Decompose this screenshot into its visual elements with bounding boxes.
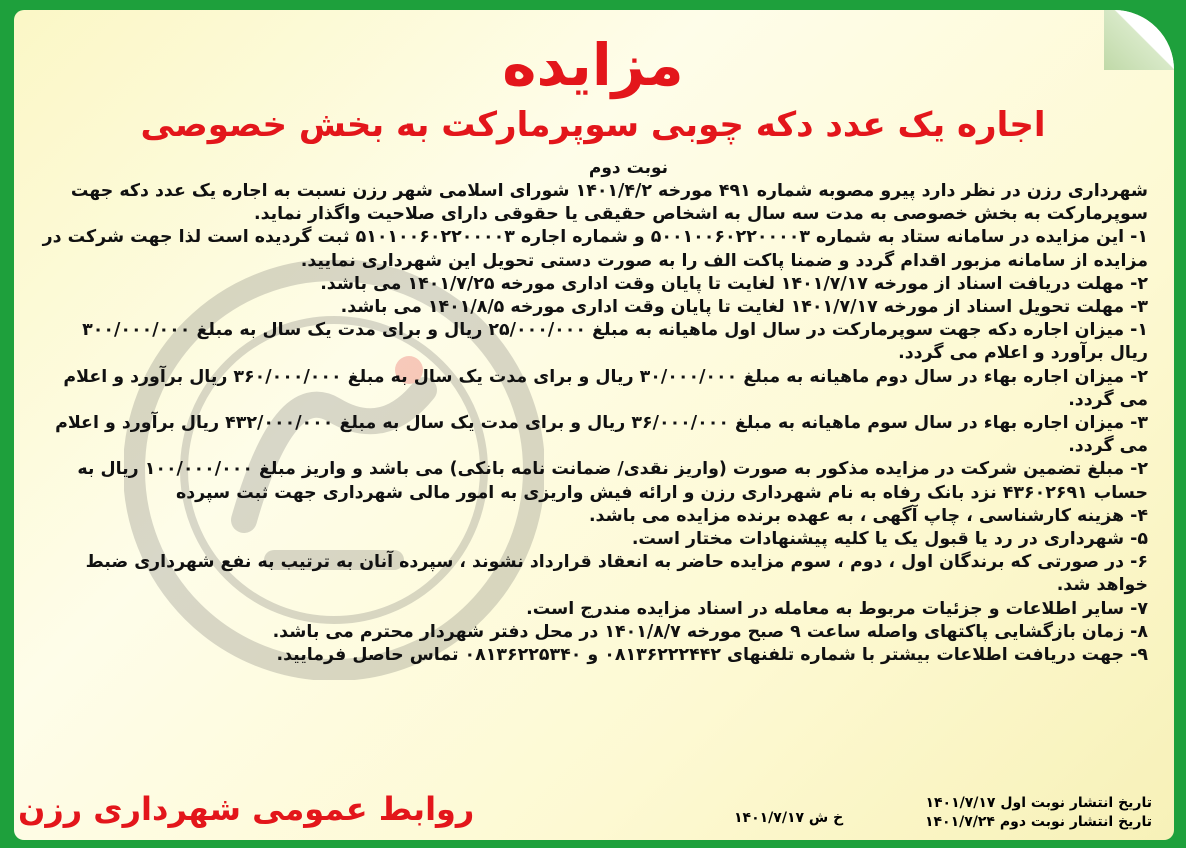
public-relations-signature: روابط عمومی شهرداری رزن bbox=[18, 790, 475, 828]
condition-item: ۱- این مزایده در سامانه ستاد به شماره ۵۰۰۱۰۰۶۰۲۲۰۰۰۰۳ و شماره اجاره ۵۱۰۱۰۰۶۰۲۲۰۰۰۰۳ ثبت گردیده است لذا جهت شرکت در مزایده از سامانه مزبور اقدام گردد و ضمنا پاکت الف را به صورت دستی تحویل این شهرداری نمایید. bbox=[42, 227, 1148, 271]
notice-code: خ ش ۱۴۰۱/۷/۱۷ bbox=[734, 810, 844, 826]
publication-round: نوبت دوم bbox=[588, 158, 668, 178]
publication-dates bbox=[925, 794, 1152, 832]
second-publication-date: تاریخ انتشار نوبت دوم ۱۴۰۱/۷/۲۴ bbox=[924, 814, 1152, 830]
condition-item: ۴- هزینه کارشناسی ، چاپ آگهی ، به عهده برنده مزایده می باشد. bbox=[588, 505, 1148, 526]
condition-item: ۶- در صورتی که برندگان اول ، دوم ، سوم مزایده حاضر به انعقاد قرارداد نشوند ، سپرده آنان به ترتیب به نفع شهرداری ضبط خواهد شد. bbox=[85, 552, 1148, 596]
intro-paragraph: شهرداری رزن در نظر دارد پیرو مصوبه شماره ۴۹۱ مورخه ۱۴۰۱/۴/۲ شورای اسلامی شهر رزن نسبت به اجاره یک عدد دکه جهت سوپرمارکت به بخش خصوصی به مدت سه سال به اشخاص حقیقی یا حقوقی دارای صلاحیت واگذار نماید. bbox=[70, 181, 1148, 225]
condition-item: ۳- میزان اجاره بهاء در سال سوم ماهیانه به مبلغ ۳۶/۰۰۰/۰۰۰ ریال و برای مدت یک سال به مبلغ ۴۳۲/۰۰۰/۰۰۰ ریال برآورد و اعلام می گردد. bbox=[55, 413, 1148, 457]
notice-footer bbox=[14, 788, 1174, 838]
condition-item: ۲- مهلت دریافت اسناد از مورخه ۱۴۰۱/۷/۱۷ لغایت تا پایان وقت اداری مورخه ۱۴۰۱/۷/۲۵ می باشد. bbox=[320, 273, 1148, 294]
condition-item: ۲- مبلغ تضمین شرکت در مزایده مذکور به صورت (واریز نقدی/ ضمانت نامه بانکی) می باشد و واریز مبلغ ۱۰۰/۰۰۰/۰۰۰ ریال به حساب ۴۳۶۰۲۶۹۱ نزد بانک رفاه به نام شهرداری رزن و ارائه فیش واریزی به امور مالی شهرداری جهت ثبت سپرده bbox=[77, 459, 1148, 503]
condition-item: ۹- جهت دریافت اطلاعات بیشتر با شماره تلفنهای ۰۸۱۳۶۲۲۲۴۴۲ و ۰۸۱۳۶۲۲۵۳۴۰ تماس حاصل فرمایید. bbox=[276, 645, 1148, 666]
condition-item: ۷- سایر اطلاعات و جزئیات مربوط به معامله در اسناد مزایده مندرج است. bbox=[526, 598, 1148, 619]
first-publication-date: تاریخ انتشار نوبت اول ۱۴۰۱/۷/۱۷ bbox=[925, 795, 1152, 811]
condition-item: ۵- شهرداری در رد یا قبول یک یا کلیه پیشنهادات مختار است. bbox=[631, 529, 1148, 550]
condition-item: ۳- مهلت تحویل اسناد از مورخه ۱۴۰۱/۷/۱۷ لغایت تا پایان وقت اداری مورخه ۱۴۰۱/۸/۵ می باشد. bbox=[340, 297, 1148, 318]
notice-title: مزایده bbox=[502, 31, 684, 99]
condition-item: ۱- میزان اجاره دکه جهت سوپرمارکت در سال اول ماهیانه به مبلغ ۲۵/۰۰۰/۰۰۰ ریال و برای مدت یک سال به مبلغ ۳۰۰/۰۰۰/۰۰۰ ریال برآورد و اعلام می گردد. bbox=[82, 320, 1148, 364]
notice-paper bbox=[14, 10, 1174, 840]
condition-item: ۲- میزان اجاره بهاء در سال دوم ماهیانه به مبلغ ۳۰/۰۰۰/۰۰۰ ریال و برای مدت یک سال به مبلغ ۳۶۰/۰۰۰/۰۰۰ ریال برآورد و اعلام می گردد. bbox=[63, 366, 1148, 410]
condition-item: ۸- زمان بازگشایی پاکتهای واصله ساعت ۹ صبح مورخه ۱۴۰۱/۸/۷ در محل دفتر شهردار محترم می باشد. bbox=[272, 621, 1148, 642]
notice-content bbox=[38, 28, 1148, 667]
notice-subtitle: اجاره یک عدد دکه چوبی سوپرمارکت به بخش خصوصی bbox=[140, 105, 1046, 145]
